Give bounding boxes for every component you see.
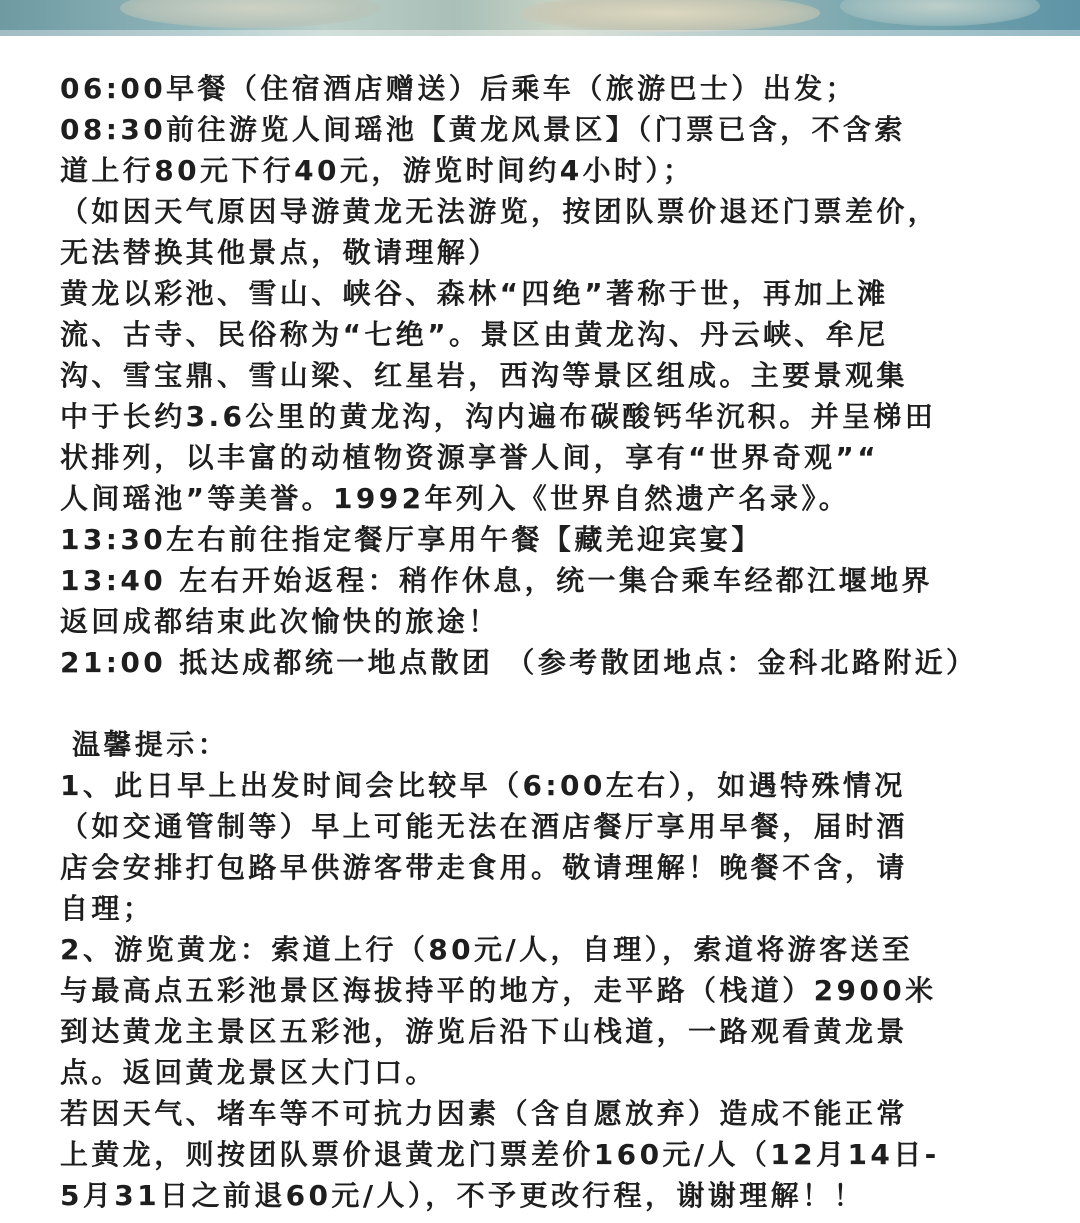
tip-line: 店会安排打包路早供游客带走食用。敬请理解！晚餐不含，请 [60, 851, 908, 884]
tips-heading: 温馨提示： [72, 728, 230, 761]
itinerary-line: 道上行80元下行40元，游览时间约4小时）； [60, 154, 695, 187]
travertine-pool-shape [840, 0, 1040, 26]
tip-line: 与最高点五彩池景区海拔持平的地方，走平路（栈道）2900米 [60, 974, 937, 1007]
itinerary-line: 流、古寺、民俗称为“七绝”。景区由黄龙沟、丹云峡、牟尼 [60, 318, 889, 351]
header-banner-image [0, 0, 1080, 36]
itinerary-line: 返回成都结束此次愉快的旅途！ [60, 605, 500, 638]
tip-line: 点。返回黄龙景区大门口。 [60, 1056, 437, 1089]
tip-line: （如交通管制等）早上可能无法在酒店餐厅享用早餐，届时酒 [60, 810, 908, 843]
tip-line: 到达黄龙主景区五彩池，游览后沿下山栈道，一路观看黄龙景 [60, 1015, 908, 1048]
itinerary-line: 21:00 抵达成都统一地点散团 （参考散团地点：金科北路附近） [60, 646, 978, 679]
tip-line: 1、此日早上出发时间会比较早（6:00左右），如遇特殊情况 [60, 769, 906, 802]
itinerary-line: 沟、雪宝鼎、雪山梁、红星岩，西沟等景区组成。主要景观集 [60, 359, 908, 392]
itinerary-line: 人间瑶池”等美誉。1992年列入《世界自然遗产名录》。 [60, 482, 851, 515]
travertine-pool-shape [520, 0, 820, 32]
tip-line: 上黄龙，则按团队票价退黄龙门票差价160元/人（12月14日- [60, 1138, 940, 1171]
banner-edge [0, 30, 1080, 36]
tip-line: 2、游览黄龙：索道上行（80元/人，自理），索道将游客送至 [60, 933, 914, 966]
itinerary-line: 状排列，以丰富的动植物资源享誉人间，享有“世界奇观”“ [60, 441, 880, 474]
itinerary-line: 13:30左右前往指定餐厅享用午餐【藏羌迎宾宴】 [60, 523, 763, 556]
itinerary-line: 08:30前往游览人间瑶池【黄龙风景区】（门票已含，不含索 [60, 113, 906, 146]
travertine-pool-shape [120, 0, 380, 28]
itinerary-text [60, 68, 1060, 1216]
itinerary-line: 06:00早餐（住宿酒店赠送）后乘车（旅游巴士）出发； [60, 72, 857, 105]
tip-line: 5月31日之前退60元/人），不予更改行程，谢谢理解！！ [60, 1179, 865, 1212]
spacer [60, 683, 1060, 724]
itinerary-line: （如因天气原因导游黄龙无法游览，按团队票价退还门票差价， [60, 195, 940, 228]
itinerary-line: 中于长约3.6公里的黄龙沟，沟内遍布碳酸钙华沉积。并呈梯田 [60, 400, 937, 433]
tip-line: 自理； [60, 892, 155, 925]
itinerary-line: 无法替换其他景点，敬请理解） [60, 236, 500, 269]
itinerary-line: 黄龙以彩池、雪山、峡谷、森林“四绝”著称于世，再加上滩 [60, 277, 889, 310]
itinerary-line: 13:40 左右开始返程：稍作休息，统一集合乘车经都江堰地界 [60, 564, 933, 597]
tip-line: 若因天气、堵车等不可抗力因素（含自愿放弃）造成不能正常 [60, 1097, 908, 1130]
